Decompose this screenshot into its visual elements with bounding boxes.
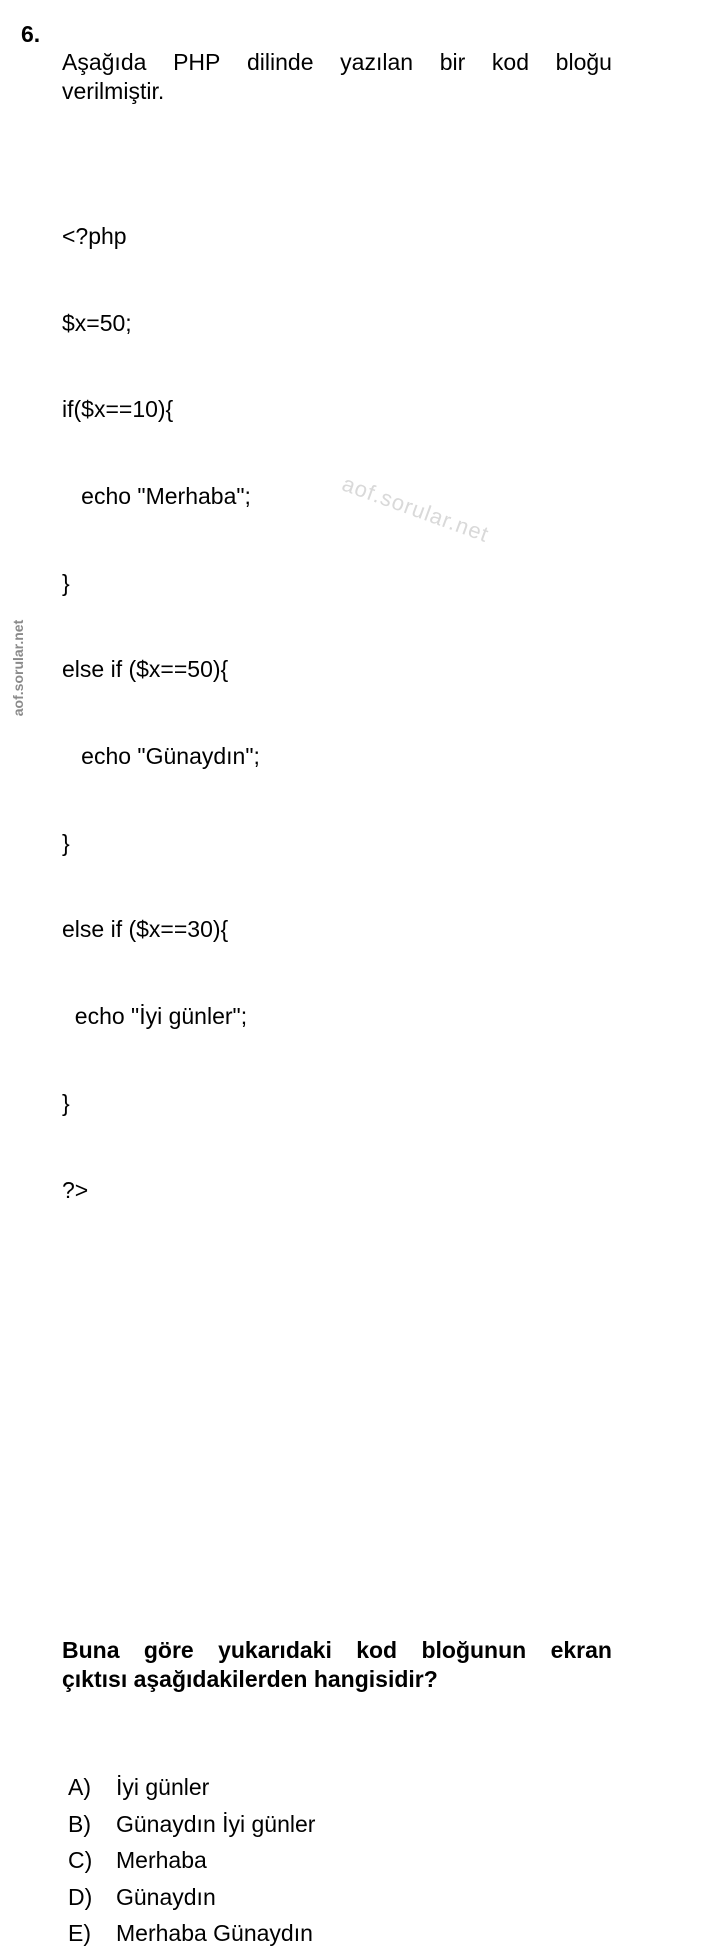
stem-line-2: verilmiştir. [62,78,165,104]
option-e[interactable] [68,1918,702,1955]
prompt-line-2: çıktısı aşağıdakilerden hangisidir? [62,1666,438,1693]
stem-word: bir [439,49,466,75]
code-line: <?php [62,222,127,249]
option-letter: E) [68,1920,91,1947]
question-stem [62,48,612,106]
prompt-line-1 [62,1636,612,1665]
option-b[interactable] [68,1809,702,1846]
code-line: else if ($x==50){ [62,656,229,683]
stem-word: Aşağıda [62,49,147,75]
prompt-word: kod [356,1637,398,1664]
option-d[interactable] [68,1882,702,1919]
code-line: echo "Merhaba"; [62,482,251,509]
prompt-word: yukarıdaki [218,1637,332,1664]
option-letter: C) [68,1847,93,1874]
answer-options [68,1772,702,1955]
option-c[interactable] [68,1845,702,1882]
stem-line-1 [62,48,612,77]
stem-word: bloğu [555,49,612,75]
stem-word: dilinde [247,49,314,75]
code-line: else if ($x==30){ [62,916,229,943]
option-text: Günaydın İyi günler [116,1810,316,1837]
prompt-word: Buna [62,1637,120,1664]
option-letter: B) [68,1810,91,1837]
question-prompt [62,1636,612,1694]
question-number: 6. [21,21,41,47]
prompt-word: bloğunun [421,1637,527,1664]
option-text: Merhaba Günaydın [116,1920,313,1947]
option-letter: A) [68,1774,91,1801]
watermark-side: aof.sorular.net [10,619,26,717]
option-letter: D) [68,1883,93,1910]
stem-word: kod [491,49,530,75]
option-text: İyi günler [116,1774,210,1801]
code-line: } [62,829,70,856]
prompt-word: göre [143,1637,194,1664]
php-code-block [62,164,696,1262]
code-line: ?> [62,1176,89,1203]
code-line: $x=50; [62,309,132,336]
code-line: } [62,1089,70,1116]
option-text: Günaydın [116,1883,216,1910]
option-text: Merhaba [116,1847,207,1874]
watermark-diagonal: aof.sorular.net [338,470,493,548]
code-line: echo "İyi günler"; [62,1003,248,1030]
code-line: if($x==10){ [62,396,174,423]
code-line: } [62,569,70,596]
code-line: echo "Günaydın"; [62,743,260,770]
stem-word: PHP [173,49,221,75]
stem-word: yazılan [340,49,414,75]
option-a[interactable] [68,1772,702,1809]
prompt-word: ekran [550,1637,612,1664]
